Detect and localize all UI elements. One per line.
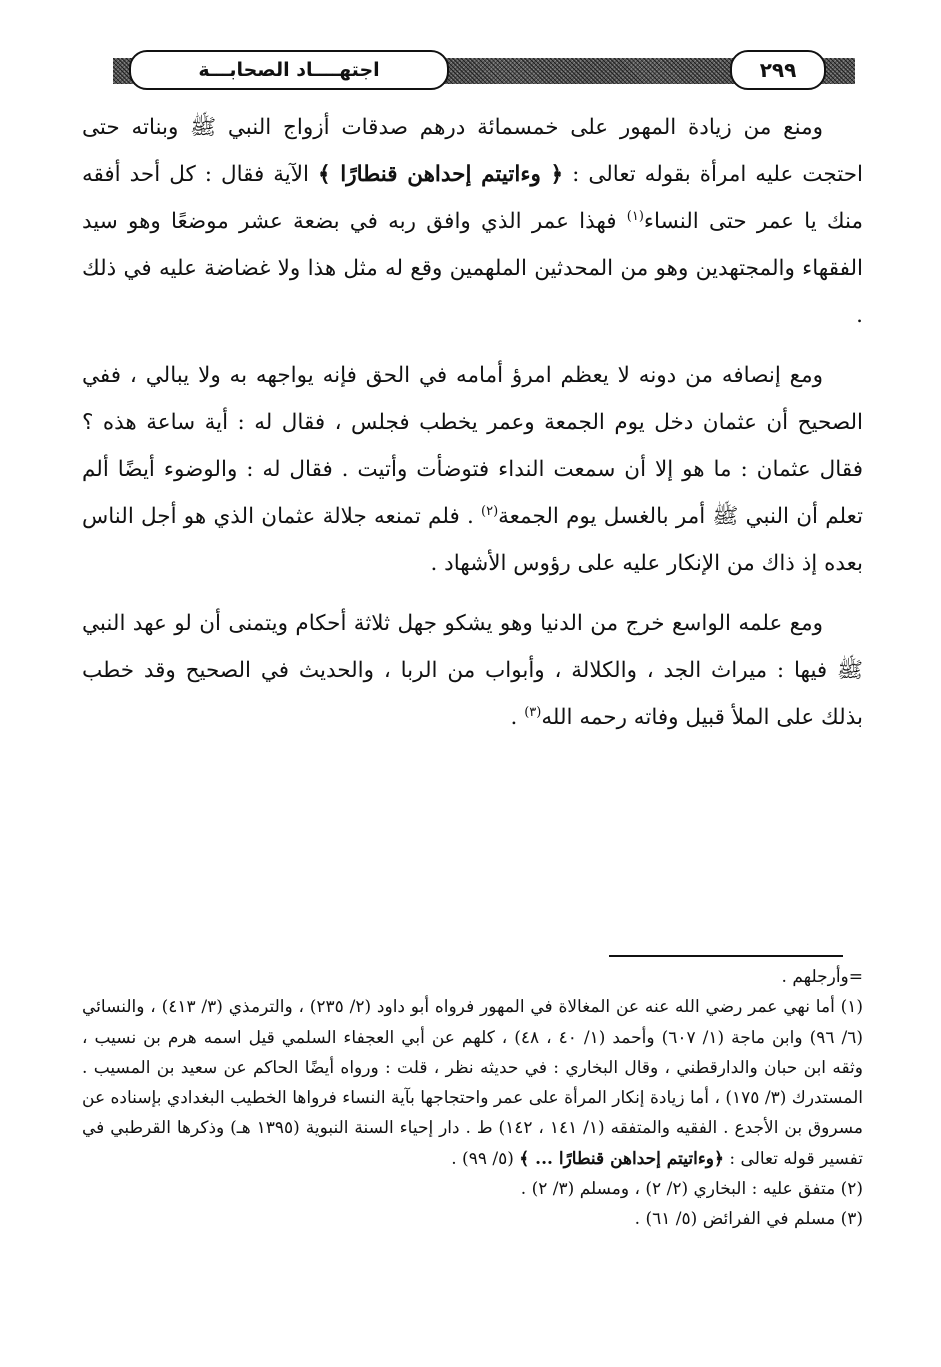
footnote-ref-2: (٢) — [481, 503, 499, 519]
footnote-3: (٣) مسلم في الفرائض (٥/ ٦١) . — [634, 1209, 863, 1230]
footnote-1-quote: ﴿وءاتيتم إحداهن قنطارًا ... ﴾ — [519, 1148, 724, 1169]
paragraph-1 — [82, 104, 863, 339]
chapter-title: اجتهــــاد الصحابـــة — [129, 50, 449, 90]
main-text — [82, 104, 863, 741]
footnote-1-text-a: (١) أما نهي عمر رضي الله عنه عن المغالاة في المهور فرواه أبو داود (٢/ ٢٣٥) ، والترمذي (٣/ ٤١٣) ، والنسائي (٦/ ٩٦) وابن ماجة (١/ ٦٠٧) وأحمد (١/ ٤٠ ، ٤٨) ، كلهم عن أبي العجفاء السلمي قيل اسمه هرم بن نسيب ، وثقه ابن حبان والدارقطني ، وقال البخاري : في حديثه نظر ، قلت : ورواه أيضًا الحاكم عن سعيد بن المسيب . المستدرك (٣/ ١٧٥) ، أما زيادة إنكار المرأة على عمر واحتجاجها بآية النساء فرواها الخطيب البغدادي بإسناده عن مسروق بن الأجدع . الفقيه والمتفقه (١/ ١٤١ ، ١٤٢) ط . دار إحياء السنة النبوية (١٣٩٥ هـ) وذكرها القرطبي في تفسير قوله تعالى : — [82, 997, 864, 1169]
paragraph-1-text-c: فهذا عمر الذي وافق ربه في بضعة عشر موضعًا وهو سيد الفقهاء والمجتهدين وهو من المحدثين الملهمين وقع له مثل هذا ولا غضاضة عليه في ذلك . — [82, 209, 863, 328]
footnote-ref-1: (١) — [626, 208, 644, 224]
paragraph-3 — [82, 600, 863, 741]
paragraph-2-text-a: ومع إنصافه من دونه لا يعظم امرؤ أمامه في الحق فإنه يواجهه به ولا يبالي ، ففي الصحيح أن عثمان دخل يوم الجمعة وعمر يخطب فجلس ، فقال له : أية ساعة هذه ؟ فقال عثمان : ما هو إلا أن سمعت النداء فتوضأت وأتيت . فقال له : والوضوء أيضًا ألم تعلم أن النبي ﷺ أمر بالغسل يوم الجمعة — [82, 363, 863, 529]
paragraph-1-text-a: ومنع من زيادة المهور على خمسمائة درهم صدقات أزواج النبي ﷺ وبناته حتى احتجت عليه امرأة بقوله تعالى : — [82, 115, 864, 187]
footnote-1 — [82, 992, 863, 1174]
footnote-divider — [609, 955, 843, 957]
footnote-ref-3: (٣) — [524, 704, 542, 720]
page-number: ٢٩٩ — [730, 50, 826, 90]
footnotes — [82, 962, 863, 1235]
paragraph-3-text-b: . — [510, 705, 525, 730]
running-header — [113, 50, 855, 95]
footnote-1-text-b: (٥/ ٩٩) . — [451, 1148, 520, 1169]
paragraph-3-text-a: ومع علمه الواسع خرج من الدنيا وهو يشكو جهل ثلاثة أحكام ويتمنى أن لو عهد النبي ﷺ فيها : ميراث الجد ، والكلالة ، وأبواب من الربا ، والحديث في الصحيح وقد خطب بذلك على الملأ قبيل وفاته رحمه الله — [82, 611, 863, 730]
paragraph-1-text-b: الآية فقال : كل أحد أفقه منك يا عمر حتى النساء — [82, 162, 863, 234]
paragraph-2 — [82, 352, 863, 587]
paragraph-2-text-b: . فلم تمنعه جلالة عثمان الذي هو أجل الناس بعده إذ ذاك من الإنكار عليه على رؤوس الأشهاد . — [82, 504, 863, 576]
footnote-2: (٢) متفق عليه : البخاري (٢/ ٢) ، ومسلم (٣/ ٢) . — [520, 1179, 863, 1200]
footnote-continuation: =وأرجلهم . — [781, 967, 863, 987]
quran-quote: ﴿ وءاتيتم إحداهن قنطارًا ﴾ — [318, 162, 564, 187]
